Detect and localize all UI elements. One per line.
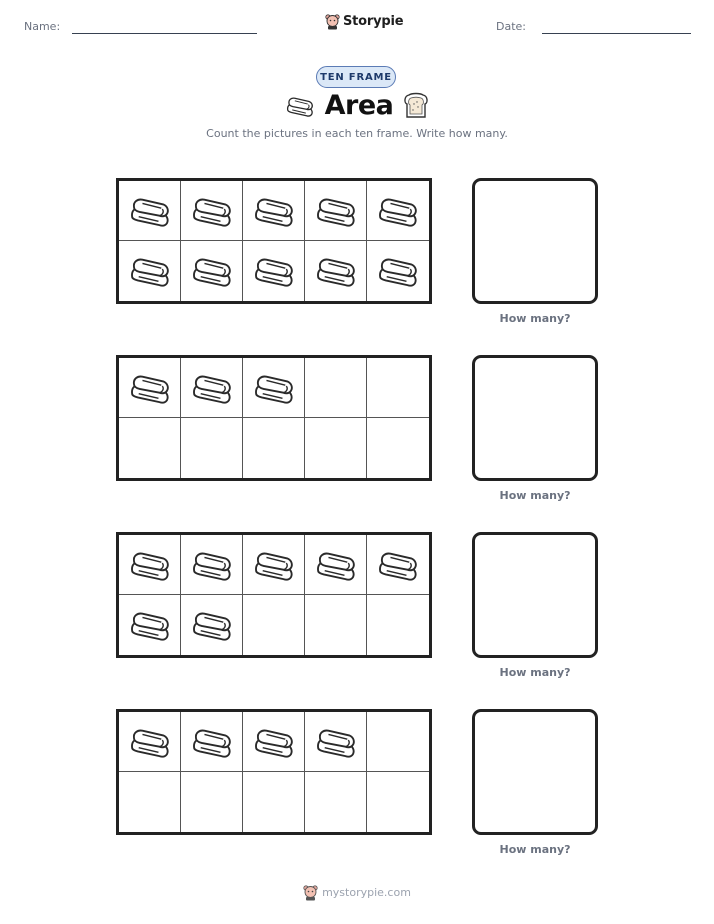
frame-cell [243, 535, 305, 595]
frame-cell [367, 535, 429, 595]
bear-mascot-icon [325, 13, 340, 30]
frame-cell [181, 358, 243, 418]
title-row [0, 90, 714, 121]
frame-cell [243, 595, 305, 655]
folded-towel-icon [191, 195, 233, 227]
frame-cell [181, 595, 243, 655]
folded-towel-icon [129, 609, 171, 641]
folded-towel-icon [253, 195, 295, 227]
frame-cell [243, 241, 305, 301]
bear-mascot-icon [303, 884, 318, 901]
frame-cell [119, 712, 181, 772]
ten-frame-3 [116, 532, 432, 658]
footer [0, 884, 714, 901]
frame-cell [305, 241, 367, 301]
frame-cell [181, 181, 243, 241]
brand-name: Storypie [343, 14, 404, 29]
folded-towel-icon [129, 195, 171, 227]
folded-towel-icon [191, 609, 233, 641]
bread-toast-icon [403, 92, 429, 120]
ten-frame-1 [116, 178, 432, 304]
how-many-label-3: How many? [499, 666, 571, 679]
frame-cell [367, 181, 429, 241]
folded-towel-icon [129, 726, 171, 758]
folded-towel-icon [315, 726, 357, 758]
folded-towel-icon [377, 195, 419, 227]
frame-cell [181, 712, 243, 772]
folded-towel-icon [253, 255, 295, 287]
frame-cell [243, 772, 305, 832]
how-many-label-4: How many? [499, 843, 571, 856]
frame-cell [367, 358, 429, 418]
page-title: Area [324, 90, 394, 121]
how-many-label-2: How many? [499, 489, 571, 502]
frame-cell [305, 358, 367, 418]
folded-towel-icon [129, 255, 171, 287]
frame-cell [119, 418, 181, 478]
answer-box-4[interactable] [472, 709, 598, 835]
frame-cell [367, 241, 429, 301]
frame-cell [181, 418, 243, 478]
frame-cell [243, 712, 305, 772]
folded-towel-icon [315, 195, 357, 227]
brand-logo [325, 13, 403, 30]
name-line[interactable] [72, 33, 257, 34]
folded-towel-icon [191, 726, 233, 758]
frame-cell [119, 595, 181, 655]
folded-towel-icon [285, 95, 315, 117]
answer-box-1[interactable] [472, 178, 598, 304]
frame-cell [243, 418, 305, 478]
ten-frame-4 [116, 709, 432, 835]
folded-towel-icon [191, 549, 233, 581]
frame-cell [119, 358, 181, 418]
frame-cell [367, 595, 429, 655]
folded-towel-icon [253, 372, 295, 404]
frame-cell [305, 535, 367, 595]
frame-cell [181, 535, 243, 595]
frame-cell [119, 772, 181, 832]
date-line[interactable] [542, 33, 691, 34]
folded-towel-icon [377, 549, 419, 581]
frame-cell [305, 418, 367, 478]
name-label: Name: [24, 20, 61, 33]
folded-towel-icon [253, 549, 295, 581]
frame-cell [305, 712, 367, 772]
frame-cell [305, 772, 367, 832]
frame-cell [181, 241, 243, 301]
folded-towel-icon [253, 726, 295, 758]
ten-frame-2 [116, 355, 432, 481]
footer-url: mystorypie.com [322, 886, 411, 899]
how-many-label-1: How many? [499, 312, 571, 325]
frame-cell [119, 535, 181, 595]
date-label: Date: [496, 20, 526, 33]
instructions: Count the pictures in each ten frame. Write how many. [206, 127, 508, 140]
frame-cell [181, 772, 243, 832]
folded-towel-icon [191, 372, 233, 404]
frame-cell [119, 241, 181, 301]
folded-towel-icon [191, 255, 233, 287]
frame-cell [119, 181, 181, 241]
answer-box-3[interactable] [472, 532, 598, 658]
frame-cell [305, 181, 367, 241]
frame-cell [367, 418, 429, 478]
answer-box-2[interactable] [472, 355, 598, 481]
frame-cell [367, 772, 429, 832]
folded-towel-icon [315, 549, 357, 581]
frame-cell [243, 358, 305, 418]
category-tag: TEN FRAME [316, 66, 396, 88]
frame-cell [243, 181, 305, 241]
folded-towel-icon [315, 255, 357, 287]
folded-towel-icon [129, 372, 171, 404]
folded-towel-icon [129, 549, 171, 581]
frame-cell [367, 712, 429, 772]
folded-towel-icon [377, 255, 419, 287]
frame-cell [305, 595, 367, 655]
